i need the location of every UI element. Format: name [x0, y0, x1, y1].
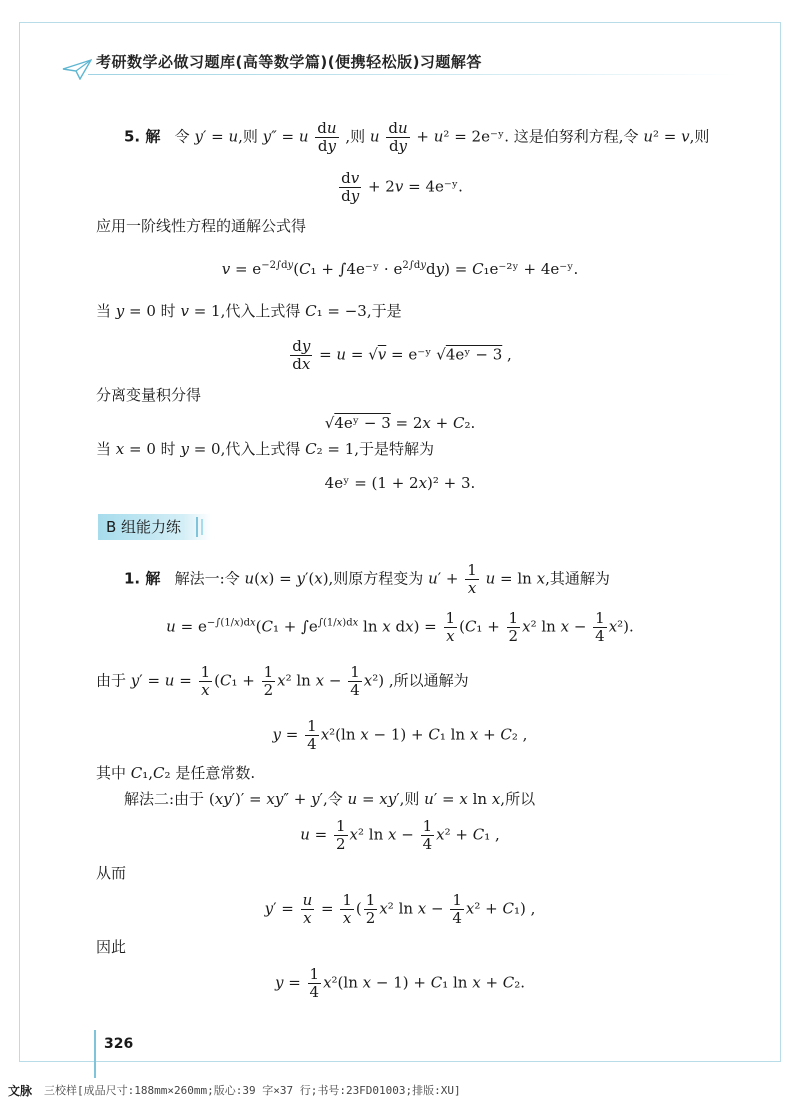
problem5-eq1: $\frac{dv}{dy}$ + 2v = 4e⁻ʸ.	[341, 169, 463, 205]
section-title: B 组能力练	[106, 518, 182, 536]
problem5-eq4: √4eʸ − 3 = 2x + C₂.	[324, 414, 476, 432]
footer-brand: 文脉	[8, 1084, 33, 1098]
problem1-eq4: y′ = $\frac{u}{x}$ = $\frac{1}{x}$ ( $\frac{1}{2}$ x² ln x − $\frac{1}{4}$ x² + C₁) ,	[264, 891, 536, 927]
problem5-text4: 当 x = 0 时 y = 0,代入上式得 C₂ = 1,于是特解为	[96, 440, 435, 458]
problem5-text1: 应用一阶线性方程的通解公式得	[96, 217, 307, 235]
problem5-eq2: $v = e^{-2\int dy}(C_1$ + ∫4e⁻ʸ · $e^{2\int dy}dy$) = C₁e⁻²ʸ + 4e⁻ʸ.	[221, 260, 579, 278]
problem1-text1: 由于 y′ = u = $\frac{1}{x}$ (C₁ + $\frac{1}{2}$ x² ln x − $\frac{1}{4}$ x²) ,所以通解为	[96, 663, 469, 699]
problem5-eq5: 4eʸ = (1 + 2x)² + 3.	[324, 474, 476, 492]
problem5-eq3: $\frac{dy}{dx}$ = u = √v = e⁻ʸ √4eʸ − 3 ,	[292, 337, 512, 373]
section-bars-icon	[195, 517, 207, 537]
problem1-label: 1. 解	[124, 569, 161, 588]
problem1-text4: 从而	[96, 864, 127, 882]
problem1-eq2: y = $\frac{1}{4}$ x²(ln x − 1) + C₁ ln x + C₂ ,	[272, 717, 528, 753]
problem1-text3: 解法二:由于 (xy′)′ = xy″ + y′,令 u = xy′,则 u′ = x ln x,所以	[124, 790, 536, 808]
footer-meta: 三校样[成品尺寸:188mm×260mm;版心:39 字×37 行;书号:23FD01003;排版:XU]	[44, 1084, 461, 1097]
page-number-rule	[94, 1030, 96, 1078]
problem5-label: 5. 解	[124, 127, 161, 146]
problem1-text2: 其中 C₁,C₂ 是任意常数.	[96, 764, 256, 782]
header-rule	[88, 74, 738, 75]
problem1-eq3: u = $\frac{1}{2}$ x² ln x − $\frac{1}{4}$ x² + C₁ ,	[300, 817, 500, 853]
problem5-text2: 当 y = 0 时 v = 1,代入上式得 C₁ = −3,于是	[96, 302, 402, 320]
page-number: 326	[104, 1036, 134, 1052]
section-tag	[98, 514, 211, 540]
problem1-eq5: y = $\frac{1}{4}$ x²(ln x − 1) + C₁ ln x + C₂.	[274, 965, 526, 1001]
problem1-text5: 因此	[96, 938, 127, 956]
problem1-eq1: $u = e^{-\int(1/x)dx}(C_1 + \int e^{\int(1/x)dx}$ ln x dx) = $\frac{1}{x}$ (C₁ + $\frac{1}{2}$ x² ln x − $\frac{1}{4}$ x²).	[166, 609, 634, 645]
paper-plane-icon	[62, 58, 92, 80]
problem5-text3: 分离变量积分得	[96, 386, 202, 404]
header-title: 考研数学必做习题库(高等数学篇)(便携轻松版)习题解答	[96, 53, 482, 71]
problem1-line1: 1. 解 解法一:令 u(x) = y′(x),则原方程变为 u′ + $\frac{1}{x}$ u = ln x,其通解为	[124, 561, 610, 597]
problem5-line1: 5. 解 令 y′ = u,则 y″ = u $\frac{du}{dy}$ ,则 u $\frac{du}{dy}$ + u² = 2e⁻ʸ. 这是伯努利方程,令 u² = v,则	[124, 119, 710, 155]
